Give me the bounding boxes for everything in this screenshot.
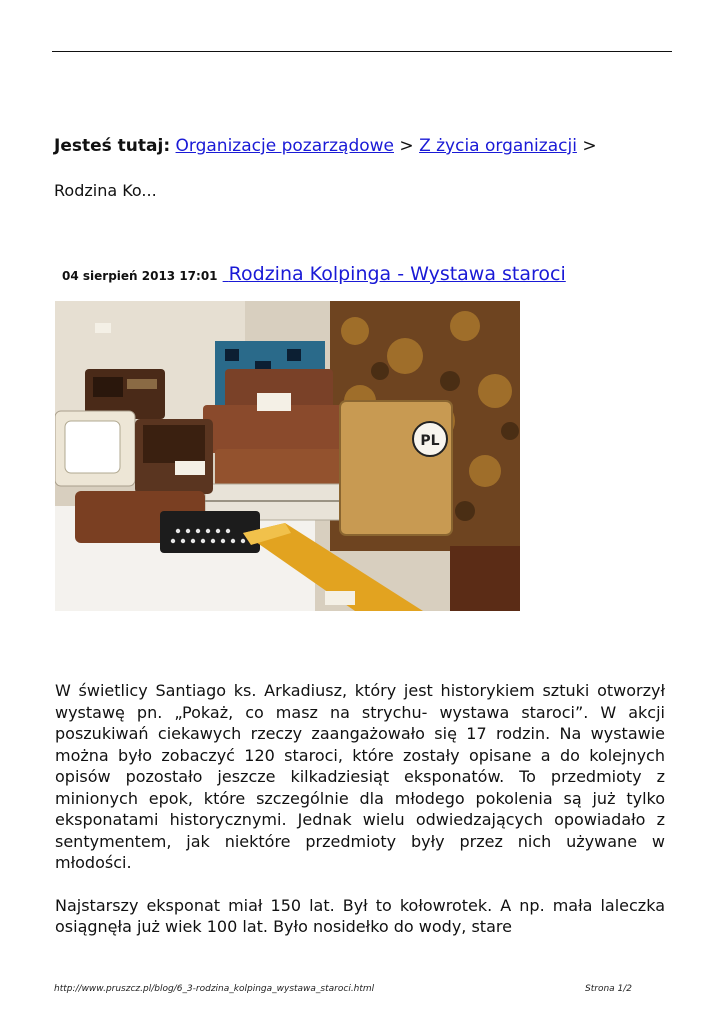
breadcrumb-link-z-zycia[interactable]: Z życia organizacji xyxy=(419,136,577,156)
post-title-link[interactable] xyxy=(223,263,566,285)
article-body xyxy=(55,680,665,959)
pl-sticker-label: PL xyxy=(420,433,440,449)
footer-url: http://www.pruszcz.pl/blog/6_3-rodzina_kolpinga_wystawa_staroci.html xyxy=(54,984,375,994)
breadcrumb-lead: Jesteś tutaj: xyxy=(54,136,171,156)
breadcrumb-separator: > xyxy=(582,136,597,156)
footer-page-number: Strona 1/2 xyxy=(585,984,633,994)
article-paragraph: Najstarszy eksponat miał 150 lat. Był to kołowrotek. A np. mała laleczka osiągnęła już wiek 100 lat. Było nosidełko do wody, stare xyxy=(55,895,665,936)
breadcrumb-current: Rodzina Ko... xyxy=(54,181,157,200)
post-date: 04 sierpień 2013 17:01 xyxy=(62,269,218,283)
header-rule xyxy=(52,51,672,52)
breadcrumb-link-organizacje[interactable]: Organizacje pozarządowe xyxy=(175,136,394,156)
breadcrumb xyxy=(54,135,674,157)
breadcrumb-separator: > xyxy=(399,136,414,156)
post-header xyxy=(62,263,682,285)
article-paragraph: W świetlicy Santiago ks. Arkadiusz, który jest historykiem sztuki otworzył wystawę pn. „Pokaż, co masz na strychu- wystawa staroci”. W akcji poszukiwań ciekawych rzeczy zaangażowało się 17 rodzin. Na wystawie można było zobaczyć 120 staroci, które zostały opisane a do kolejnych opisów pozostało jeszcze kilkadziesiąt eksponatów. To przedmioty z minionych epok, które szczególnie dla młodego pokolenia są już tylko eksponatami historycznymi. Jednak wielu odwiedzających opowiadało z sentymentem, jak niektóre przedmioty były przez nich używane w młodości. xyxy=(55,681,665,872)
post-title: Rodzina Kolpinga - Wystawa staroci xyxy=(228,263,566,285)
article-photo xyxy=(55,301,520,611)
